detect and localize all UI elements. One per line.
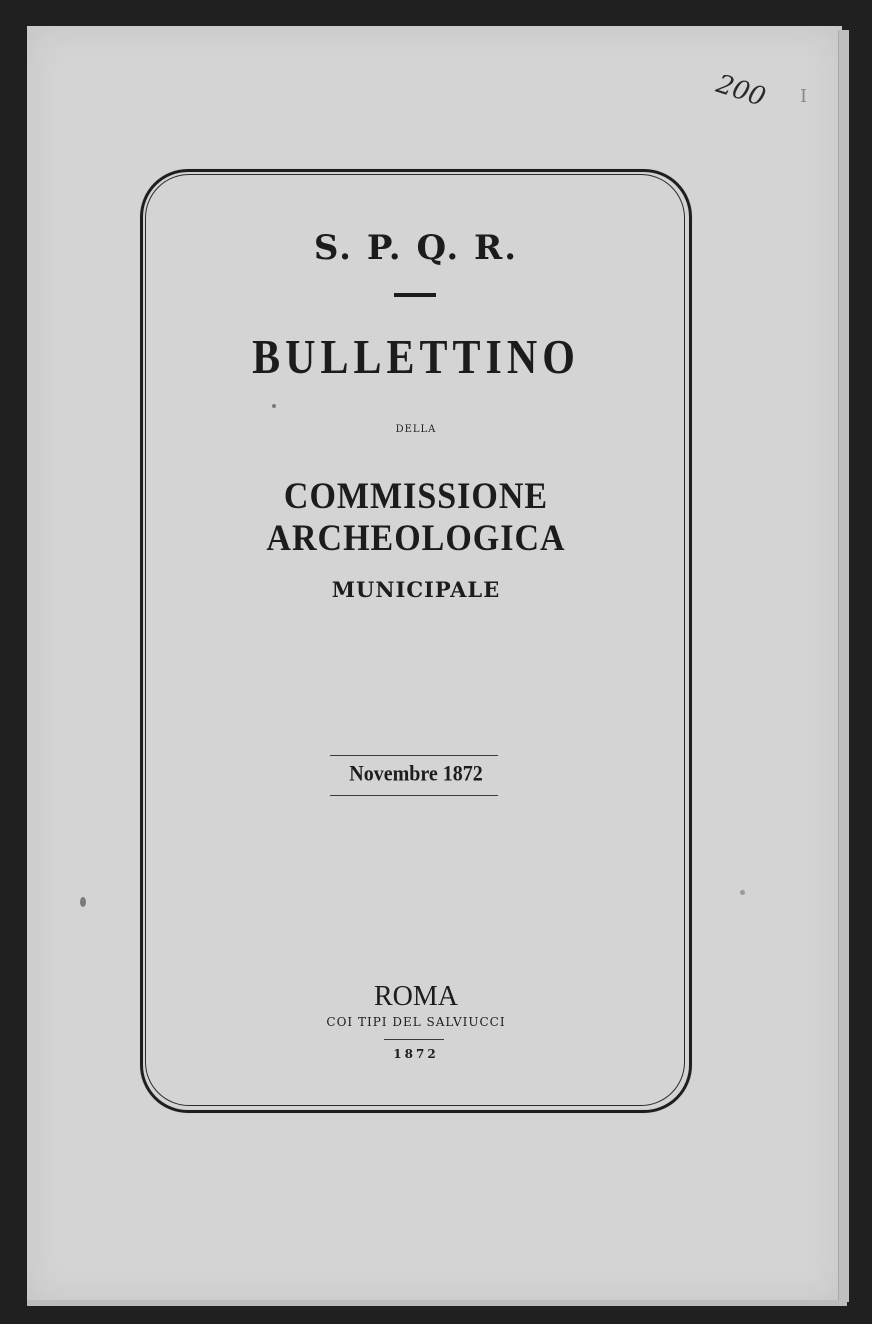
- paper-speck: [80, 897, 86, 907]
- issue-date: Novembre 1872: [349, 761, 483, 787]
- title-frame-inner: [145, 174, 685, 1106]
- handwritten-number: 200: [712, 69, 770, 113]
- divider: [394, 293, 436, 297]
- city-label: ROMA: [373, 981, 458, 1012]
- della-label: DELLA: [395, 424, 437, 435]
- municipale-label: MUNICIPALE: [331, 577, 501, 602]
- page-title: BULLETTINO: [252, 331, 580, 385]
- paper-speck: [740, 890, 745, 895]
- divider: [330, 755, 498, 756]
- page-edge: [838, 30, 849, 1302]
- divider: [384, 1039, 444, 1040]
- printer-label: COI TIPI DEL SALVIUCCI: [326, 1015, 506, 1029]
- commission-title: COMMISSIONE ARCHEOLOGICA: [266, 476, 566, 559]
- page-edge-bottom: [27, 1300, 847, 1306]
- spqr-heading: S. P. Q. R.: [313, 228, 519, 268]
- divider: [330, 795, 498, 796]
- publication-year: 1872: [393, 1047, 439, 1061]
- handwritten-mark: I: [800, 86, 808, 107]
